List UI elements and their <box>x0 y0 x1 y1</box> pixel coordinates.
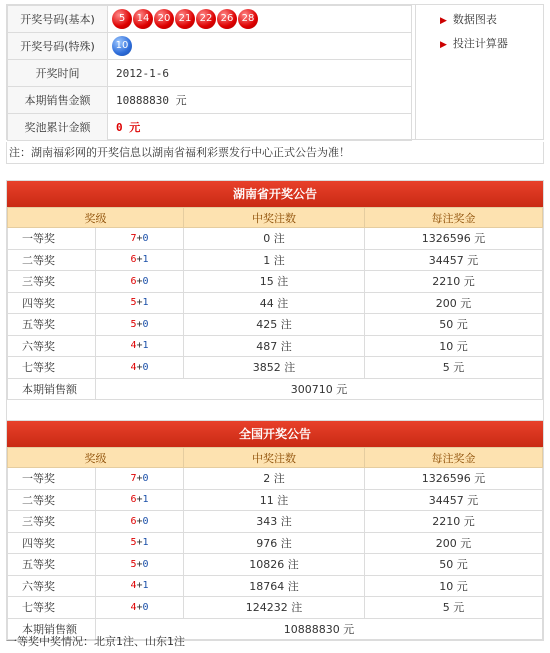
sales-amount-value: 10888830 元 <box>108 87 412 114</box>
red-match-count: 7 <box>130 232 137 244</box>
prize-amount: 1326596 元 <box>365 228 543 250</box>
sales-value: 300710 元 <box>96 378 543 400</box>
national-announcement-panel <box>6 420 544 641</box>
prize-level: 一等奖 <box>8 228 96 250</box>
prize-level: 六等奖 <box>8 575 96 597</box>
red-match-count: 5 <box>130 297 137 309</box>
table-row <box>8 575 543 597</box>
blue-match-count: 0 <box>142 515 149 527</box>
plus-sign: + <box>136 361 143 373</box>
plus-sign: + <box>136 537 143 549</box>
red-ball: 21 <box>175 9 195 29</box>
winning-count: 343 注 <box>184 511 365 533</box>
prize-level: 四等奖 <box>8 292 96 314</box>
table-row <box>8 314 543 336</box>
winning-count: 425 注 <box>184 314 365 336</box>
prize-amount: 5 元 <box>365 597 543 619</box>
match-rule <box>96 554 184 576</box>
hunan-prize-table <box>7 207 543 400</box>
prize-amount: 1326596 元 <box>365 468 543 490</box>
data-chart-link-label: 数据图表 <box>452 13 497 26</box>
blue-match-count: 0 <box>142 361 149 373</box>
column-header-level: 奖级 <box>8 208 184 228</box>
red-match-count: 4 <box>130 361 137 373</box>
match-rule <box>96 468 184 490</box>
blue-match-count: 1 <box>142 537 149 549</box>
prize-level: 七等奖 <box>8 357 96 379</box>
blue-match-count: 0 <box>142 275 149 287</box>
special-number <box>108 33 412 60</box>
prize-level: 三等奖 <box>8 511 96 533</box>
sales-value: 10888830 元 <box>96 618 543 640</box>
prize-amount: 10 元 <box>365 575 543 597</box>
winning-count: 3852 注 <box>184 357 365 379</box>
prize-amount: 10 元 <box>365 335 543 357</box>
red-match-count: 5 <box>130 318 137 330</box>
table-row <box>8 554 543 576</box>
match-rule <box>96 575 184 597</box>
red-match-count: 6 <box>130 494 137 506</box>
plus-sign: + <box>136 275 143 287</box>
prize-level: 七等奖 <box>8 597 96 619</box>
match-rule <box>96 511 184 533</box>
red-match-count: 6 <box>130 254 137 266</box>
column-header-prize: 每注奖金 <box>365 208 543 228</box>
column-header-count: 中奖注数 <box>184 208 365 228</box>
blue-match-count: 0 <box>142 601 149 613</box>
column-header-level: 奖级 <box>8 448 184 468</box>
blue-match-count: 1 <box>142 254 149 266</box>
red-match-count: 6 <box>130 515 137 527</box>
blue-match-count: 0 <box>142 318 149 330</box>
red-match-count: 6 <box>130 275 137 287</box>
winning-count: 1 注 <box>184 249 365 271</box>
match-rule <box>96 357 184 379</box>
disclaimer-note: 注：湖南福彩网的开奖信息以湖南省福利彩票发行中心正式公告为准！ <box>6 142 544 164</box>
prize-amount: 2210 元 <box>365 271 543 293</box>
winning-count: 18764 注 <box>184 575 365 597</box>
national-prize-table <box>7 447 543 640</box>
prize-level: 三等奖 <box>8 271 96 293</box>
prize-amount: 34457 元 <box>365 489 543 511</box>
first-prize-winners: 一等奖中奖情况：北京1注、山东1注 <box>6 635 185 648</box>
red-ball: 5 <box>112 9 132 29</box>
panel-spacer <box>7 400 543 422</box>
red-match-count: 4 <box>130 601 137 613</box>
sales-label: 本期销售额 <box>8 378 96 400</box>
blue-match-count: 0 <box>142 232 149 244</box>
red-match-count: 5 <box>130 537 137 549</box>
column-header-prize: 每注奖金 <box>365 448 543 468</box>
plus-sign: + <box>136 515 143 527</box>
red-match-count: 7 <box>130 472 137 484</box>
blue-match-count: 1 <box>142 340 149 352</box>
winning-count: 124232 注 <box>184 597 365 619</box>
plus-sign: + <box>136 472 143 484</box>
prize-amount: 5 元 <box>365 357 543 379</box>
draw-info-table <box>7 5 412 141</box>
red-ball: 20 <box>154 9 174 29</box>
prize-level: 四等奖 <box>8 532 96 554</box>
table-row <box>8 489 543 511</box>
match-rule <box>96 228 184 250</box>
side-links <box>415 5 545 139</box>
prize-amount: 200 元 <box>365 532 543 554</box>
winning-count: 0 注 <box>184 228 365 250</box>
hunan-announcement-panel <box>6 180 544 423</box>
prize-level: 五等奖 <box>8 314 96 336</box>
bet-calculator-link-label: 投注计算器 <box>452 37 508 50</box>
column-header-count: 中奖注数 <box>184 448 365 468</box>
bet-calculator-link[interactable] <box>440 35 545 53</box>
red-match-count: 4 <box>130 580 137 592</box>
winning-count: 15 注 <box>184 271 365 293</box>
red-ball: 26 <box>217 9 237 29</box>
special-number-label: 开奖号码(特殊) <box>8 33 108 60</box>
plus-sign: + <box>136 601 143 613</box>
red-match-count: 4 <box>130 340 137 352</box>
sales-amount-label: 本期销售金额 <box>8 87 108 114</box>
winning-count: 976 注 <box>184 532 365 554</box>
arrow-right-icon: ▶ <box>440 16 447 26</box>
blue-match-count: 0 <box>142 558 149 570</box>
panel-title: 湖南省开奖公告 <box>7 181 543 207</box>
prize-amount: 200 元 <box>365 292 543 314</box>
table-row <box>8 335 543 357</box>
table-row <box>8 511 543 533</box>
prize-pool-label: 奖池累计金额 <box>8 114 108 141</box>
prize-level: 二等奖 <box>8 489 96 511</box>
sales-label: 本期销售额 <box>8 618 96 640</box>
data-chart-link[interactable] <box>440 11 545 29</box>
prize-level: 六等奖 <box>8 335 96 357</box>
prize-level: 五等奖 <box>8 554 96 576</box>
prize-amount: 50 元 <box>365 554 543 576</box>
blue-match-count: 1 <box>142 580 149 592</box>
plus-sign: + <box>136 558 143 570</box>
panel-title: 全国开奖公告 <box>7 421 543 447</box>
blue-match-count: 1 <box>142 297 149 309</box>
arrow-right-icon: ▶ <box>440 40 447 50</box>
match-rule <box>96 489 184 511</box>
table-row <box>8 292 543 314</box>
prize-pool-value: 0 元 <box>108 114 412 141</box>
match-rule <box>96 249 184 271</box>
match-rule <box>96 271 184 293</box>
winning-count: 487 注 <box>184 335 365 357</box>
prize-level: 二等奖 <box>8 249 96 271</box>
table-row <box>8 271 543 293</box>
blue-match-count: 1 <box>142 494 149 506</box>
plus-sign: + <box>136 254 143 266</box>
prize-level: 一等奖 <box>8 468 96 490</box>
draw-date-label: 开奖时间 <box>8 60 108 87</box>
match-rule <box>96 532 184 554</box>
match-rule <box>96 292 184 314</box>
red-match-count: 5 <box>130 558 137 570</box>
plus-sign: + <box>136 232 143 244</box>
match-rule <box>96 597 184 619</box>
table-row <box>8 532 543 554</box>
red-ball: 22 <box>196 9 216 29</box>
winning-count: 44 注 <box>184 292 365 314</box>
red-ball: 28 <box>238 9 258 29</box>
winning-count: 2 注 <box>184 468 365 490</box>
red-ball: 14 <box>133 9 153 29</box>
plus-sign: + <box>136 297 143 309</box>
table-row <box>8 228 543 250</box>
match-rule <box>96 314 184 336</box>
blue-match-count: 0 <box>142 472 149 484</box>
table-row <box>8 249 543 271</box>
plus-sign: + <box>136 580 143 592</box>
match-rule <box>96 335 184 357</box>
basic-numbers-label: 开奖号码(基本) <box>8 6 108 33</box>
winning-count: 11 注 <box>184 489 365 511</box>
table-row <box>8 468 543 490</box>
draw-date-value: 2012-1-6 <box>108 60 412 87</box>
prize-amount: 50 元 <box>365 314 543 336</box>
basic-numbers <box>108 6 412 33</box>
table-row <box>8 357 543 379</box>
table-row <box>8 597 543 619</box>
draw-info-block <box>6 4 544 140</box>
plus-sign: + <box>136 340 143 352</box>
blue-ball: 10 <box>112 36 132 56</box>
winning-count: 10826 注 <box>184 554 365 576</box>
prize-amount: 2210 元 <box>365 511 543 533</box>
plus-sign: + <box>136 494 143 506</box>
prize-amount: 34457 元 <box>365 249 543 271</box>
plus-sign: + <box>136 318 143 330</box>
